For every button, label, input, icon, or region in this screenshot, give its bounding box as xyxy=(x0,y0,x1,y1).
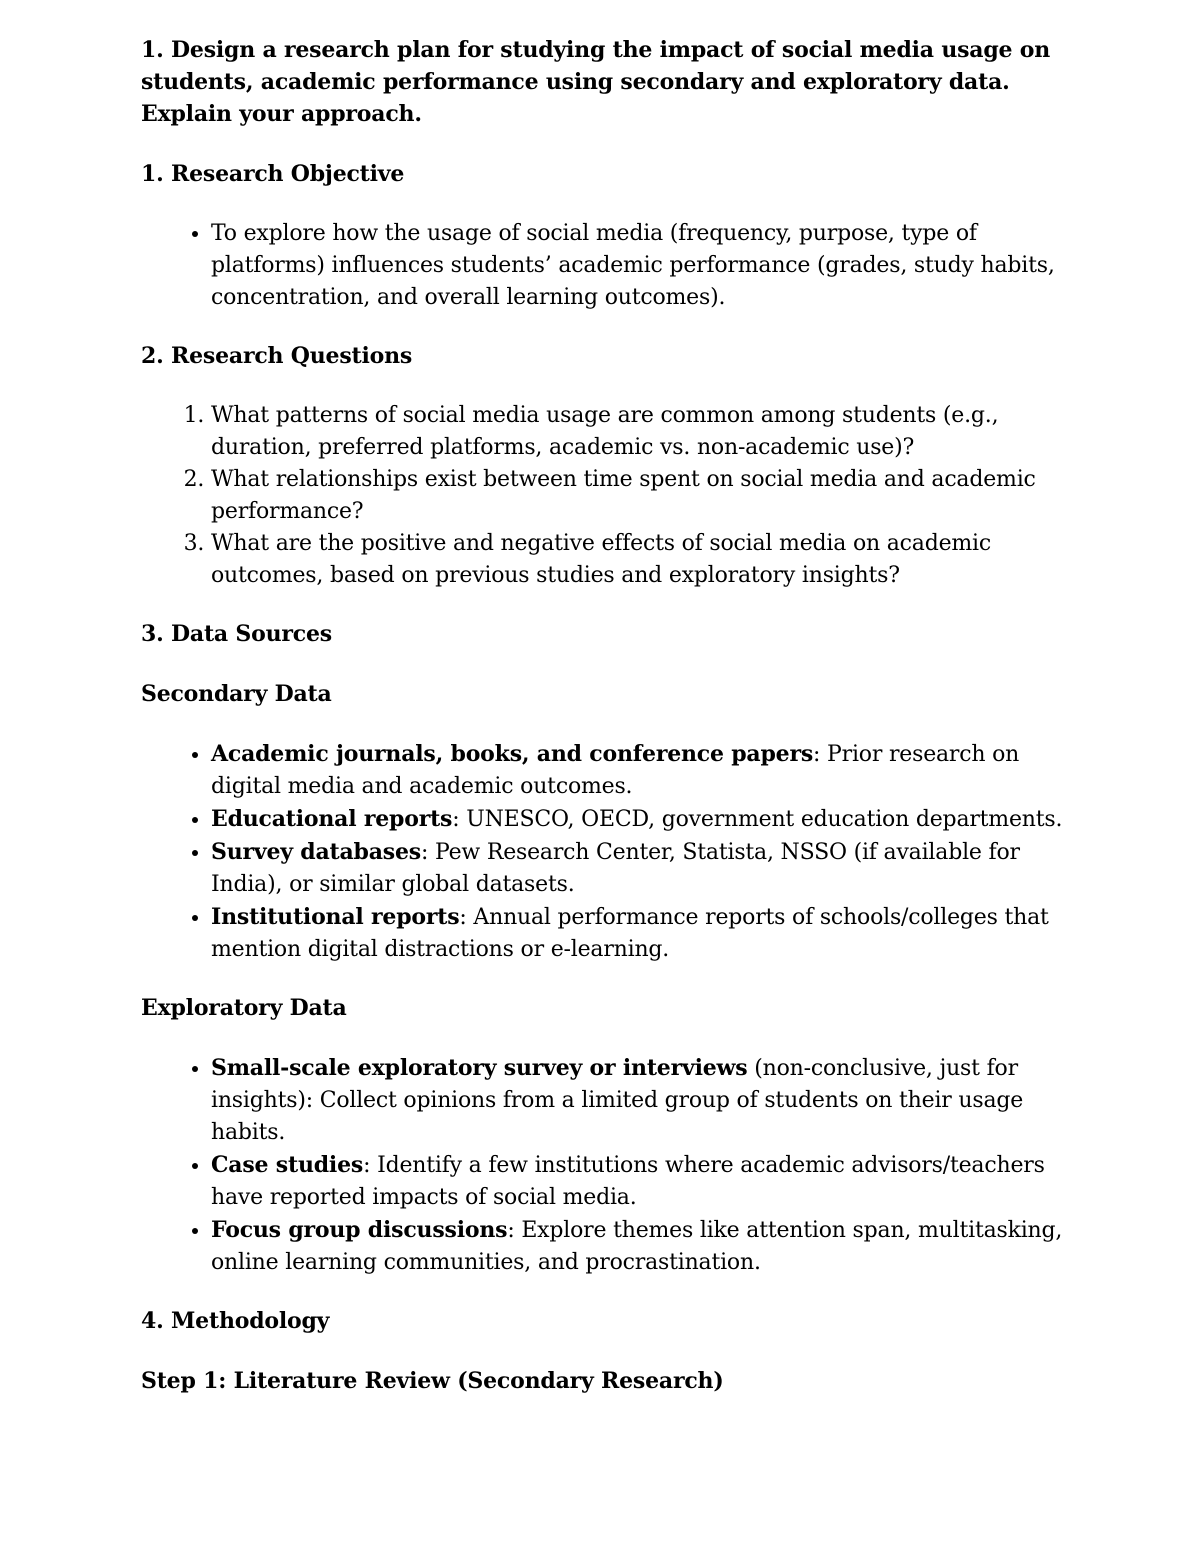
item-text: : Annual performance reports of schools/colleges that mention digital distractions or e-learning. xyxy=(211,905,1049,962)
list-item: 2. What relationships exist between time spent on social media and academic performance? xyxy=(211,464,1071,528)
research-questions-heading: 2. Research Questions xyxy=(141,343,413,369)
item-term: Small-scale exploratory survey or interviews xyxy=(211,1055,748,1081)
list-item xyxy=(211,1052,1071,1149)
exploratory-data-list xyxy=(141,1052,1071,1279)
item-term: Survey databases xyxy=(211,839,421,865)
item-text: : Pew Research Center, Statista, NSSO (if available for India), or similar global datasets. xyxy=(211,840,1020,897)
list-item: 1. What patterns of social media usage are common among students (e.g., duration, preferred platforms, academic vs. non-academic use)? xyxy=(211,400,1071,464)
item-term: Focus group discussions xyxy=(211,1217,508,1243)
item-term: Academic journals, books, and conference papers xyxy=(211,741,814,767)
list-item xyxy=(211,901,1071,966)
research-objective-list xyxy=(141,218,1071,314)
exploratory-data-heading: Exploratory Data xyxy=(141,995,347,1021)
item-term: Case studies xyxy=(211,1152,364,1178)
item-text: (non-conclusive, just for insights): Collect opinions from a limited group of students on their usage habits. xyxy=(211,1056,1024,1145)
item-text: : Explore themes like attention span, multitasking, online learning communities, and procrastination. xyxy=(211,1218,1063,1275)
item-term: Educational reports xyxy=(211,806,453,832)
research-objective-heading: 1. Research Objective xyxy=(141,161,405,187)
list-item xyxy=(211,738,1071,803)
item-term: Institutional reports xyxy=(211,904,460,930)
secondary-data-list xyxy=(141,738,1071,966)
methodology-step-1: Step 1: Literature Review (Secondary Research) xyxy=(141,1368,724,1394)
document-page xyxy=(141,34,1071,1425)
item-text: : Identify a few institutions where academic advisors/teachers have reported impacts of social media. xyxy=(211,1153,1045,1210)
item-text: : Prior research on digital media and academic outcomes. xyxy=(211,742,1020,799)
assignment-question: 1. Design a research plan for studying the impact of social media usage on students, academic performance using secondary and exploratory data. Explain your approach. xyxy=(141,37,1051,127)
data-sources-heading: 3. Data Sources xyxy=(141,621,332,647)
research-questions-list xyxy=(141,400,1071,592)
list-item xyxy=(211,1214,1071,1279)
list-item: • To explore how the usage of social media (frequency, purpose, type of platforms) influences students’ academic performance (grades, study habits, concentration, and overall learning outcomes). xyxy=(211,218,1071,314)
item-text: : UNESCO, OECD, government education departments. xyxy=(452,807,1063,832)
list-item: 3. What are the positive and negative effects of social media on academic outcomes, based on previous studies and exploratory insights? xyxy=(211,528,1071,592)
methodology-heading: 4. Methodology xyxy=(141,1308,330,1334)
list-item xyxy=(211,836,1071,901)
list-item xyxy=(211,1149,1071,1214)
list-item xyxy=(211,803,1071,836)
secondary-data-heading: Secondary Data xyxy=(141,681,332,707)
